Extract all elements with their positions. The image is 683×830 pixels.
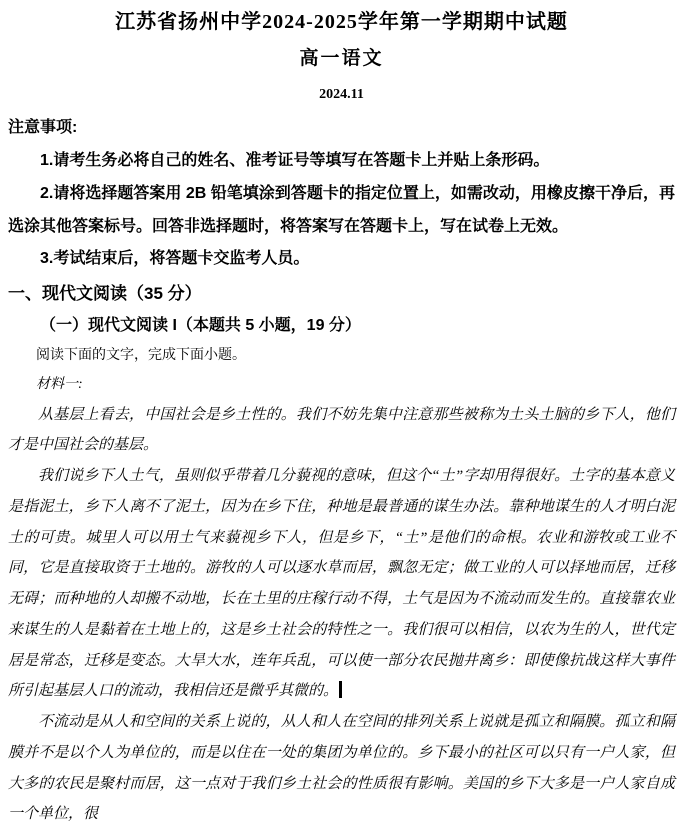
material-paragraph-3[interactable]: 不流动是从人和空间的关系上说的，从人和人在空间的排列关系上说就是孤立和隔膜。孤立和隔膜并不是以个人为单位的，而是以住在一处的集团为单位的。乡下最小的社区可以只有一户人家，但大多的农民是聚村而居，这一点对于我们乡土社会的性质很有影响。美国的乡下大多是一户人家自成一个单位，很 [8, 714, 675, 823]
material-one-label[interactable]: 材料一: [36, 377, 83, 393]
notice-item-1[interactable]: 1.请考生务必将自己的姓名、准考证号等填写在答题卡上并贴上条形码。 [40, 152, 550, 170]
exam-subject-title[interactable]: 高一语文 [299, 48, 384, 69]
subsection-heading-reading-one[interactable]: （一）现代文阅读 I（本题共 5 小题，19 分） [40, 316, 361, 334]
exam-title[interactable]: 江苏省扬州中学2024-2025学年第一学期期中试题 [115, 11, 568, 33]
text-cursor-caret [339, 681, 342, 698]
notice-item-3[interactable]: 3.考试结束后，将答题卡交监考人员。 [40, 250, 310, 268]
material-paragraph-2-text: 我们说乡下人土气，虽则似乎带着几分藐视的意味，但这个“土”字却用得很好。土字的基本意义是指泥土，乡下人离不了泥土，因为在乡下住，种地是最普通的谋生办法。靠种地谋生的人才明白泥土的可贵。城里人可以用土气来藐视乡下人，但是乡下，“土”是他们的命根。农业和游牧或工业不同，它是直接取资于土地的。游牧的人可以逐水草而居，飘忽无定；做工业的人可以择地而居，迁移无碍；而种地的人却搬不动地，长在土里的庄稼行动不得，土气是因为不流动而发生的。直接靠农业来谋生的人是黏着在土地上的，这是乡土社会的特性之一。我们很可以相信，以农为生的人，世代定居是常态，迁移是变态。大旱大水，连年兵乱，可以使一部分农民抛井离乡：即使像抗战这样大事件所引起基层人口的流动，我相信还是微乎其微的。 [8, 468, 675, 700]
exam-date[interactable]: 2024.11 [319, 86, 364, 102]
reading-instruction[interactable]: 阅读下面的文字，完成下面小题。 [36, 347, 246, 363]
section-heading-modern-reading[interactable]: 一、现代文阅读（35 分） [8, 284, 202, 304]
material-paragraph-1[interactable]: 从基层上看去，中国社会是乡土性的。我们不妨先集中注意那些被称为土头土脑的乡下人，他们才是中国社会的基层。 [8, 406, 675, 454]
notice-heading[interactable]: 注意事项: [8, 119, 78, 137]
material-paragraph-2[interactable] [8, 461, 675, 707]
notice-item-2[interactable]: 2.请将选择题答案用 2B 铅笔填涂到答题卡的指定位置上，如需改动，用橡皮擦干净后，再选涂其他答案标号。回答非选择题时，将答案写在答题卡上，写在试卷上无效。 [8, 184, 675, 235]
